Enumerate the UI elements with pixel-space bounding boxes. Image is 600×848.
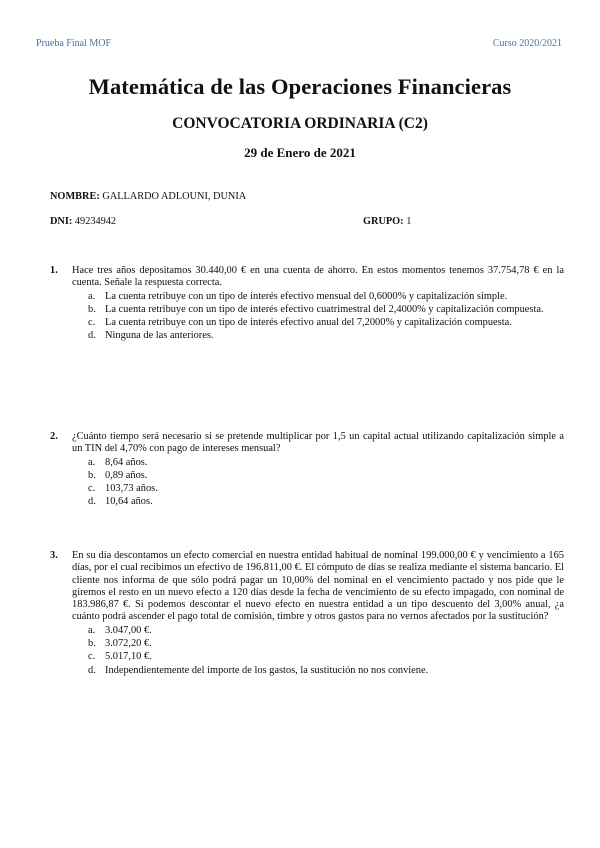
option-text: 5.017,10 €. (105, 651, 152, 663)
option-b[interactable] (88, 470, 564, 482)
options-list (88, 291, 564, 343)
question-3 (50, 550, 564, 678)
option-d[interactable] (88, 330, 564, 342)
option-letter: d. (88, 664, 96, 676)
option-a[interactable] (88, 291, 564, 303)
question-text: ¿Cuánto tiempo será necesario si se pretende multiplicar por 1,5 un capital actual utilizando capitalización simple a un TIN del 4,70% con pago de intereses mensual? (72, 431, 564, 455)
option-a[interactable] (88, 625, 564, 637)
option-text: 3.047,00 €. (105, 624, 152, 636)
option-a[interactable] (88, 457, 564, 469)
option-letter: c. (88, 483, 96, 495)
option-letter: b. (88, 469, 96, 481)
question-number: 2. (50, 431, 58, 442)
question-text: En su día descontamos un efecto comercial en nuestra entidad habitual de nominal 199.000,00 € y vencimiento a 165 días, por el cual recibimos un efectivo de 196.811,00 €. El cómputo de días se realiza mediante el sistema bancario. El cliente nos informa de que sólo podrá pagar un 10,00% del nominal en el vencimiento pactado y nos pide que le giremos el resto en un nuevo efecto a 120 días desde la fecha de vencimiento de su efecto impagado, con nominal de 183.986,87 €. Si podemos descontar el nuevo efecto en nuestra entidad a un tipo descuento del 3,00% anual, ¿a cuánto podrá ascender el pago total de comisión, timbre y otros gastos para no vernos afectados por la sustitución? (72, 550, 564, 623)
question-1 (50, 265, 564, 344)
exam-date: 29 de Enero de 2021 (244, 145, 356, 160)
student-dni (50, 216, 116, 227)
question-number: 3. (50, 550, 58, 561)
dni-label: DNI: (50, 216, 73, 227)
header-course-test: Prueba Final MOF (36, 38, 111, 49)
document-subtitle: CONVOCATORIA ORDINARIA (C2) (172, 115, 428, 132)
group-label: GRUPO: (363, 216, 404, 227)
option-letter: c. (88, 317, 96, 329)
option-b[interactable] (88, 304, 564, 316)
option-letter: c. (88, 651, 96, 663)
option-b[interactable] (88, 638, 564, 650)
option-text: La cuenta retribuye con un tipo de interés efectivo mensual del 0,6000% y capitalización simple. (105, 290, 508, 302)
dni-value: 49234942 (74, 216, 117, 227)
name-value: GALLARDO ADLOUNI, DUNIA (102, 191, 247, 202)
option-text: 103,73 años. (105, 483, 158, 495)
option-text: 3.072,20 €. (105, 638, 152, 650)
option-letter: d. (88, 496, 96, 508)
option-letter: a. (88, 456, 96, 468)
option-text: Ninguna de las anteriores. (105, 330, 214, 342)
student-name (50, 191, 246, 202)
option-letter: a. (88, 290, 96, 302)
student-group (363, 216, 411, 227)
name-label: NOMBRE: (50, 191, 100, 202)
option-c[interactable] (88, 651, 564, 663)
header-academic-year: Curso 2020/2021 (492, 38, 562, 49)
option-text: La cuenta retribuye con un tipo de interés efectivo cuatrimestral del 2,4000% y capitalización compuesta. (105, 303, 544, 315)
option-d[interactable] (88, 665, 564, 677)
document-title: Matemática de las Operaciones Financieras (88, 74, 512, 99)
option-text: 8,64 años. (105, 456, 148, 468)
option-text: Independientemente del importe de los gastos, la sustitución no nos conviene. (105, 664, 429, 676)
option-d[interactable] (88, 496, 564, 508)
option-c[interactable] (88, 483, 564, 495)
option-c[interactable] (88, 317, 564, 329)
option-text: La cuenta retribuye con un tipo de interés efectivo anual del 7,2000% y capitalización compuesta. (105, 317, 512, 329)
option-letter: b. (88, 638, 96, 650)
option-text: 0,89 años. (105, 469, 148, 481)
option-letter: b. (88, 303, 96, 315)
group-value: 1 (406, 216, 412, 227)
question-text: Hace tres años depositamos 30.440,00 € en una cuenta de ahorro. En estos momentos tenemos 37.754,78 € en la cuenta. Señale la respuesta correcta. (72, 265, 564, 289)
option-text: 10,64 años. (105, 496, 153, 508)
question-number: 1. (50, 265, 58, 276)
option-letter: d. (88, 330, 96, 342)
option-letter: a. (88, 624, 96, 636)
options-list (88, 457, 564, 509)
question-2 (50, 431, 564, 510)
options-list (88, 625, 564, 677)
